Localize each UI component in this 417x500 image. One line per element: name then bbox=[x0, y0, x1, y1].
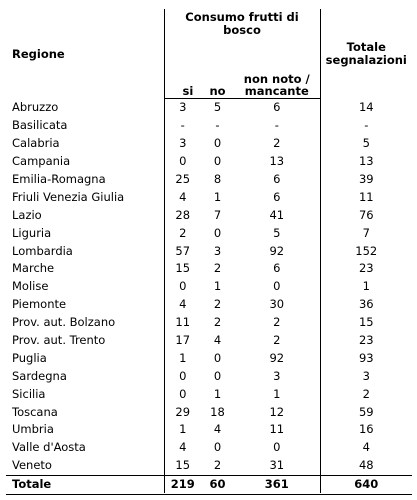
cell-total: 23 bbox=[320, 332, 412, 350]
cell-no: 1 bbox=[213, 279, 222, 294]
column-header-region: Regione bbox=[6, 9, 164, 99]
cell-total: 2 bbox=[320, 385, 412, 403]
cell-no: 4 bbox=[213, 422, 222, 437]
cell-no: 2 bbox=[213, 458, 222, 473]
cell-si: - bbox=[180, 118, 185, 133]
cell-unknown: - bbox=[274, 118, 279, 133]
cell-total: 48 bbox=[320, 457, 412, 475]
cell-total: 93 bbox=[320, 349, 412, 367]
cell-no: 4 bbox=[213, 333, 222, 348]
cell-region: Toscana bbox=[6, 403, 164, 421]
cell-unknown: 2 bbox=[273, 315, 281, 330]
cell-total: 15 bbox=[320, 314, 412, 332]
cell-si: 57 bbox=[175, 243, 191, 258]
cell-si: 2 bbox=[179, 225, 187, 240]
table-row bbox=[6, 439, 412, 457]
cell-no: 8 bbox=[213, 172, 222, 186]
table-body bbox=[6, 99, 412, 476]
cell-total: 152 bbox=[320, 242, 412, 260]
cell-total: 5 bbox=[320, 135, 412, 153]
cell-total: 36 bbox=[320, 296, 412, 314]
cell-si: 0 bbox=[179, 279, 187, 294]
cell-no: 18 bbox=[210, 404, 225, 419]
table-row bbox=[6, 403, 412, 421]
cell-unknown: 92 bbox=[269, 350, 285, 365]
cell-no: - bbox=[215, 118, 220, 133]
table-row bbox=[6, 332, 412, 350]
cell-unknown: 3 bbox=[273, 368, 281, 383]
cell-region: Marche bbox=[6, 260, 164, 278]
data-table-container bbox=[6, 9, 412, 493]
cell-region: Abruzzo bbox=[6, 99, 164, 117]
cell-region: Veneto bbox=[6, 457, 164, 475]
cell-region: Piemonte bbox=[6, 296, 164, 314]
cell-si: 4 bbox=[179, 297, 187, 312]
totals-unknown: 361 bbox=[234, 475, 320, 493]
cell-region: Liguria bbox=[6, 224, 164, 242]
cell-region: Umbria bbox=[6, 421, 164, 439]
cell-total: 76 bbox=[320, 206, 412, 224]
table-row bbox=[6, 349, 412, 367]
cell-no: 0 bbox=[213, 136, 222, 151]
cell-unknown: 0 bbox=[273, 440, 281, 455]
cell-region: Campania bbox=[6, 153, 164, 171]
cell-region: Prov. aut. Bolzano bbox=[6, 314, 164, 332]
cell-unknown: 2 bbox=[273, 333, 281, 348]
totals-row bbox=[6, 475, 412, 493]
cell-unknown: 30 bbox=[269, 297, 285, 312]
cell-region: Sicilia bbox=[6, 385, 164, 403]
cell-total: 11 bbox=[320, 188, 412, 206]
cell-si: 0 bbox=[179, 386, 187, 401]
cell-si: 25 bbox=[175, 172, 191, 186]
cell-no: 3 bbox=[213, 243, 222, 258]
table-row bbox=[6, 99, 412, 117]
cell-si: 15 bbox=[175, 261, 191, 276]
table-row bbox=[6, 206, 412, 224]
cell-region: Molise bbox=[6, 278, 164, 296]
cell-no: 2 bbox=[213, 315, 222, 330]
cell-total: - bbox=[320, 117, 412, 135]
column-group-header-consumption: Consumo frutti di bosco bbox=[185, 10, 299, 37]
cell-unknown: 11 bbox=[269, 422, 285, 437]
cell-si: 11 bbox=[175, 315, 191, 330]
cell-si: 0 bbox=[179, 154, 187, 169]
cell-no: 1 bbox=[213, 189, 222, 204]
cell-region: Sardegna bbox=[6, 367, 164, 385]
cell-no: 5 bbox=[213, 100, 222, 115]
cell-si: 4 bbox=[179, 440, 187, 455]
cell-total: 7 bbox=[320, 224, 412, 242]
cell-si: 29 bbox=[175, 404, 191, 419]
table-row bbox=[6, 385, 412, 403]
table-row bbox=[6, 224, 412, 242]
cell-unknown: 13 bbox=[269, 154, 285, 169]
cell-unknown: 6 bbox=[273, 189, 281, 204]
cell-region: Valle d'Aosta bbox=[6, 439, 164, 457]
table-row bbox=[6, 188, 412, 206]
cell-total: 16 bbox=[320, 421, 412, 439]
cell-si: 0 bbox=[179, 368, 187, 383]
totals-si: 219 bbox=[164, 475, 201, 493]
column-header-no: no bbox=[201, 57, 234, 99]
cell-total: 4 bbox=[320, 439, 412, 457]
cell-region: Calabria bbox=[6, 135, 164, 153]
cell-unknown: 92 bbox=[269, 243, 285, 258]
table-row bbox=[6, 421, 412, 439]
cell-si: 15 bbox=[175, 458, 191, 473]
cell-no: 0 bbox=[213, 225, 222, 240]
cell-no: 0 bbox=[213, 350, 222, 365]
cell-no: 0 bbox=[213, 154, 222, 169]
cell-unknown: 0 bbox=[273, 279, 281, 294]
column-header-total: Totale segnalazioni bbox=[320, 9, 412, 99]
table-row bbox=[6, 117, 412, 135]
table-bottom-rule bbox=[6, 494, 412, 495]
table-row bbox=[6, 314, 412, 332]
cell-si: 17 bbox=[175, 333, 191, 348]
cell-unknown: 12 bbox=[269, 404, 285, 419]
totals-label: Totale bbox=[6, 475, 164, 493]
cell-si: 3 bbox=[179, 136, 187, 151]
cell-region: Lombardia bbox=[6, 242, 164, 260]
cell-si: 1 bbox=[179, 350, 187, 365]
cell-total: 59 bbox=[320, 403, 412, 421]
cell-no: 0 bbox=[213, 368, 222, 383]
cell-unknown: 41 bbox=[269, 207, 285, 222]
cell-unknown: 6 bbox=[273, 172, 281, 186]
cell-total: 3 bbox=[320, 367, 412, 385]
cell-no: 2 bbox=[213, 261, 222, 276]
cell-unknown: 1 bbox=[273, 386, 281, 401]
cell-total: 14 bbox=[320, 99, 412, 117]
cell-region: Lazio bbox=[6, 206, 164, 224]
cell-unknown: 2 bbox=[273, 136, 281, 151]
cell-no: 7 bbox=[213, 207, 222, 222]
cell-no: 2 bbox=[213, 297, 222, 312]
table-row bbox=[6, 278, 412, 296]
cell-total: 13 bbox=[320, 153, 412, 171]
cell-region: Basilicata bbox=[6, 117, 164, 135]
column-header-si: si bbox=[164, 57, 201, 99]
cell-unknown: 6 bbox=[273, 100, 281, 115]
table-row bbox=[6, 260, 412, 278]
cell-region: Puglia bbox=[6, 349, 164, 367]
cell-si: 4 bbox=[179, 189, 187, 204]
table-footer bbox=[6, 475, 412, 493]
cell-region: Friuli Venezia Giulia bbox=[6, 188, 164, 206]
regional-table bbox=[6, 9, 412, 493]
cell-si: 1 bbox=[179, 422, 187, 437]
table-row bbox=[6, 171, 412, 189]
cell-region: Emilia-Romagna bbox=[6, 171, 164, 189]
cell-total: 23 bbox=[320, 260, 412, 278]
totals-no: 60 bbox=[201, 475, 234, 493]
table-row bbox=[6, 153, 412, 171]
cell-unknown: 5 bbox=[273, 225, 281, 240]
table-header bbox=[6, 9, 412, 99]
cell-no: 1 bbox=[213, 386, 222, 401]
cell-si: 3 bbox=[179, 100, 187, 115]
cell-unknown: 31 bbox=[269, 458, 285, 473]
cell-unknown: 6 bbox=[273, 261, 281, 276]
cell-region: Prov. aut. Trento bbox=[6, 332, 164, 350]
table-row bbox=[6, 242, 412, 260]
table-row bbox=[6, 296, 412, 314]
cell-total: 39 bbox=[320, 171, 412, 189]
totals-total: 640 bbox=[320, 475, 412, 493]
table-row bbox=[6, 135, 412, 153]
table-row bbox=[6, 457, 412, 475]
cell-total: 1 bbox=[320, 278, 412, 296]
column-header-unknown: non noto / mancante bbox=[234, 57, 320, 99]
table-row bbox=[6, 367, 412, 385]
cell-no: 0 bbox=[213, 440, 222, 455]
cell-si: 28 bbox=[175, 207, 191, 222]
